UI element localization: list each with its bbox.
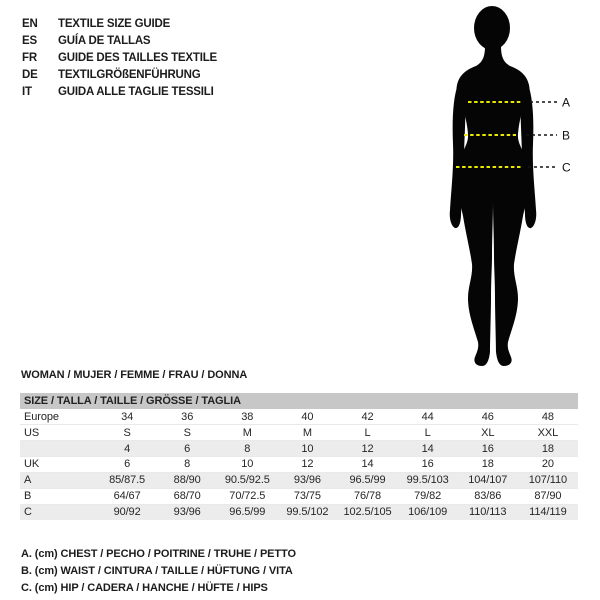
language-row-it xyxy=(22,84,217,101)
language-code: EN xyxy=(22,17,38,30)
size-cell: 85/87.5 xyxy=(97,472,157,488)
row-label: Europe xyxy=(24,410,59,423)
gender-heading: WOMAN / MUJER / FEMME / FRAU / DONNA xyxy=(21,369,248,381)
size-cell: 90/92 xyxy=(97,504,157,520)
size-cell: 68/70 xyxy=(157,488,217,504)
marker-c-label: C xyxy=(562,160,571,175)
size-cell: 76/78 xyxy=(337,488,397,504)
size-cell: 102.5/105 xyxy=(337,504,397,520)
marker-a-label: A xyxy=(562,95,571,110)
size-cell: 99.5/102 xyxy=(277,504,337,520)
size-cell: 10 xyxy=(277,441,337,457)
size-cell: 79/82 xyxy=(398,488,458,504)
language-code: DE xyxy=(22,69,38,82)
size-cell: 87/90 xyxy=(518,488,578,504)
size-cell: 4 xyxy=(97,441,157,457)
size-cell: XL xyxy=(458,425,518,441)
size-cell: 18 xyxy=(458,457,518,473)
size-cell: 6 xyxy=(97,457,157,473)
size-cell: 44 xyxy=(421,410,434,423)
size-cell: M xyxy=(277,425,337,441)
size-cell: 110/113 xyxy=(458,504,518,520)
size-table xyxy=(20,393,578,520)
language-title: GUIDE DES TAILLES TEXTILE xyxy=(58,51,217,64)
size-cell: 8 xyxy=(217,441,277,457)
language-row-de xyxy=(22,67,217,84)
size-cell: 38 xyxy=(241,410,254,423)
size-cell: 42 xyxy=(361,410,374,423)
size-cell: 34 xyxy=(121,410,134,423)
size-cell: 107/110 xyxy=(518,472,578,488)
size-cell: L xyxy=(337,425,397,441)
size-cell: 36 xyxy=(181,410,194,423)
size-cell: 73/75 xyxy=(277,488,337,504)
size-table-body xyxy=(20,409,578,520)
language-title: GUÍA DE TALLAS xyxy=(58,34,151,47)
size-cell: 88/90 xyxy=(157,472,217,488)
size-cell: M xyxy=(217,425,277,441)
language-row-es xyxy=(22,32,217,49)
size-cell: 46 xyxy=(481,410,494,423)
size-cell: 96.5/99 xyxy=(337,472,397,488)
language-title: GUIDA ALLE TAGLIE TESSILI xyxy=(58,86,214,99)
size-cell: L xyxy=(398,425,458,441)
row-label: US xyxy=(20,425,97,441)
row-label: A xyxy=(20,472,97,488)
size-cell: 93/96 xyxy=(157,504,217,520)
table-row xyxy=(20,441,578,457)
legend-hip: C. (cm) HIP / CADERA / HANCHE / HÜFTE / HIPS xyxy=(21,582,268,594)
size-table-grid xyxy=(20,409,578,520)
table-row xyxy=(20,425,578,441)
size-cell: S xyxy=(97,425,157,441)
table-row xyxy=(20,409,578,425)
size-cell: S xyxy=(157,425,217,441)
size-cell: 18 xyxy=(518,441,578,457)
size-cell: 64/67 xyxy=(97,488,157,504)
size-cell: 8 xyxy=(157,457,217,473)
table-row xyxy=(20,472,578,488)
row-label: C xyxy=(20,504,97,520)
size-cell: 10 xyxy=(217,457,277,473)
legend-chest: A. (cm) CHEST / PECHO / POITRINE / TRUHE / PETTO xyxy=(21,548,296,560)
size-cell: 104/107 xyxy=(458,472,518,488)
size-cell: 83/86 xyxy=(458,488,518,504)
size-cell: 12 xyxy=(337,441,397,457)
language-code: FR xyxy=(22,51,37,64)
size-cell: 14 xyxy=(398,441,458,457)
size-cell: 14 xyxy=(337,457,397,473)
language-code: ES xyxy=(22,34,37,47)
language-title: TEXTILGRÖßENFÜHRUNG xyxy=(58,69,201,82)
size-cell: 16 xyxy=(458,441,518,457)
silhouette-body xyxy=(457,46,530,366)
size-cell: 99.5/103 xyxy=(398,472,458,488)
size-cell: 48 xyxy=(541,410,554,423)
size-table-header: SIZE / TALLA / TAILLE / GRÖSSE / TAGLIA xyxy=(20,393,578,409)
language-code: IT xyxy=(22,86,32,99)
size-cell: 90.5/92.5 xyxy=(217,472,277,488)
female-silhouette-figure xyxy=(440,2,600,372)
size-cell: XXL xyxy=(518,425,578,441)
marker-b-label: B xyxy=(562,128,571,143)
table-row xyxy=(20,488,578,504)
size-cell: 106/109 xyxy=(398,504,458,520)
size-cell: 40 xyxy=(301,410,314,423)
language-row-fr xyxy=(22,49,217,66)
size-cell: 16 xyxy=(398,457,458,473)
measurement-legend xyxy=(21,546,296,597)
size-cell: 6 xyxy=(157,441,217,457)
size-cell: 20 xyxy=(518,457,578,473)
silhouette-head xyxy=(474,6,510,50)
size-cell: 114/119 xyxy=(518,504,578,520)
row-label: B xyxy=(20,488,97,504)
size-cell: 12 xyxy=(277,457,337,473)
row-label: UK xyxy=(20,457,97,473)
language-title: TEXTILE SIZE GUIDE xyxy=(58,17,171,30)
row-label xyxy=(20,441,97,457)
size-cell: 96.5/99 xyxy=(217,504,277,520)
language-list xyxy=(22,15,217,101)
legend-waist: B. (cm) WAIST / CINTURA / TAILLE / HÜFTUNG / VITA xyxy=(21,565,293,577)
table-row xyxy=(20,457,578,473)
language-row-en xyxy=(22,15,217,32)
size-cell: 93/96 xyxy=(277,472,337,488)
size-cell: 70/72.5 xyxy=(217,488,277,504)
table-row xyxy=(20,504,578,520)
